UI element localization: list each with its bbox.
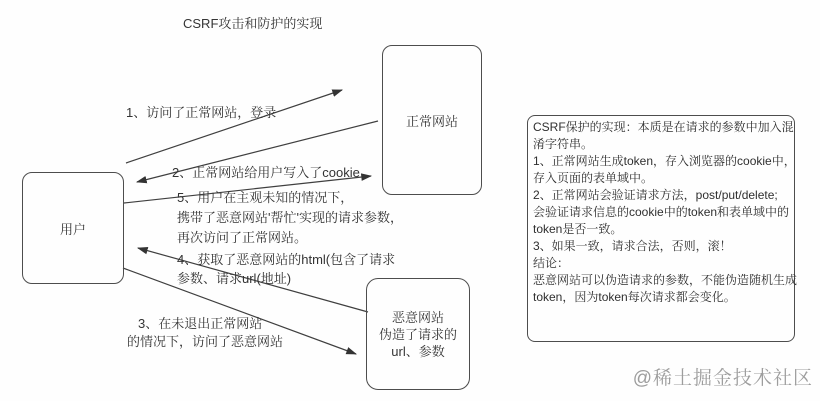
note-line-4: 存入页面的表单域中。 <box>533 171 654 185</box>
step5-label <box>177 188 403 248</box>
step4-line1: 4、获取了恶意网站的html(包含了请求 <box>177 252 396 267</box>
node-normal-site <box>382 45 482 195</box>
note-line-3: 1、正常网站生成token，存入浏览器的cookie中， <box>533 154 796 168</box>
note-line-9: 结论： <box>533 256 570 270</box>
step5-line1: 5、用户在主观未知的情况下， <box>177 190 354 205</box>
node-evil-site <box>366 278 470 390</box>
node-user-label: 用户 <box>59 221 86 237</box>
note-line-2: 淆字符串。 <box>533 137 594 151</box>
step5-line2: 携带了恶意网站'帮忙'实现的请求参数， <box>177 210 403 225</box>
diagram-title: CSRF攻击和防护的实现 <box>183 16 323 31</box>
step3-line2: 的情况下，访问了恶意网站 <box>127 334 284 349</box>
note-line-11: token，因为token每次请求都会变化。 <box>533 290 736 304</box>
node-normal-site-label: 正常网站 <box>405 113 458 129</box>
note-line-6: 会验证请求信息的cookie中的token和表单域中的 <box>533 205 790 219</box>
note-line-7: token是否一致。 <box>533 222 623 236</box>
note-line-1: CSRF保护的实现：本质是在请求的参数中加入混 <box>533 120 794 134</box>
step4-line2: 参数、请求url(地址) <box>177 271 292 286</box>
node-evil-site-line2: 伪造了请求的 <box>378 326 457 342</box>
note-line-8: 3、如果一致，请求合法，否则，滚！ <box>533 239 732 253</box>
step5-line3: 再次访问了正常网站。 <box>177 230 308 245</box>
step2-label: 2、正常网站给用户写入了cookie <box>172 165 360 180</box>
node-evil-site-line3: url、参数 <box>391 343 445 359</box>
node-evil-site-line1: 恶意网站 <box>391 309 444 325</box>
step1-label: 1、访问了正常网站，登录 <box>126 105 277 120</box>
step4-label <box>177 250 395 288</box>
node-user <box>22 172 124 284</box>
juejin-watermark: @稀土掘金技术社区 <box>632 368 813 389</box>
arrow-step1-user-to-normal <box>126 90 342 163</box>
csrf-protection-note <box>527 115 798 342</box>
step3-line1: 3、在未退出正常网站 <box>138 316 263 331</box>
note-line-10: 恶意网站可以伪造请求的参数，不能伪造随机生成 <box>533 273 798 287</box>
note-line-5: 2、正常网站会验证请求方法，post/put/delete; <box>533 188 778 202</box>
